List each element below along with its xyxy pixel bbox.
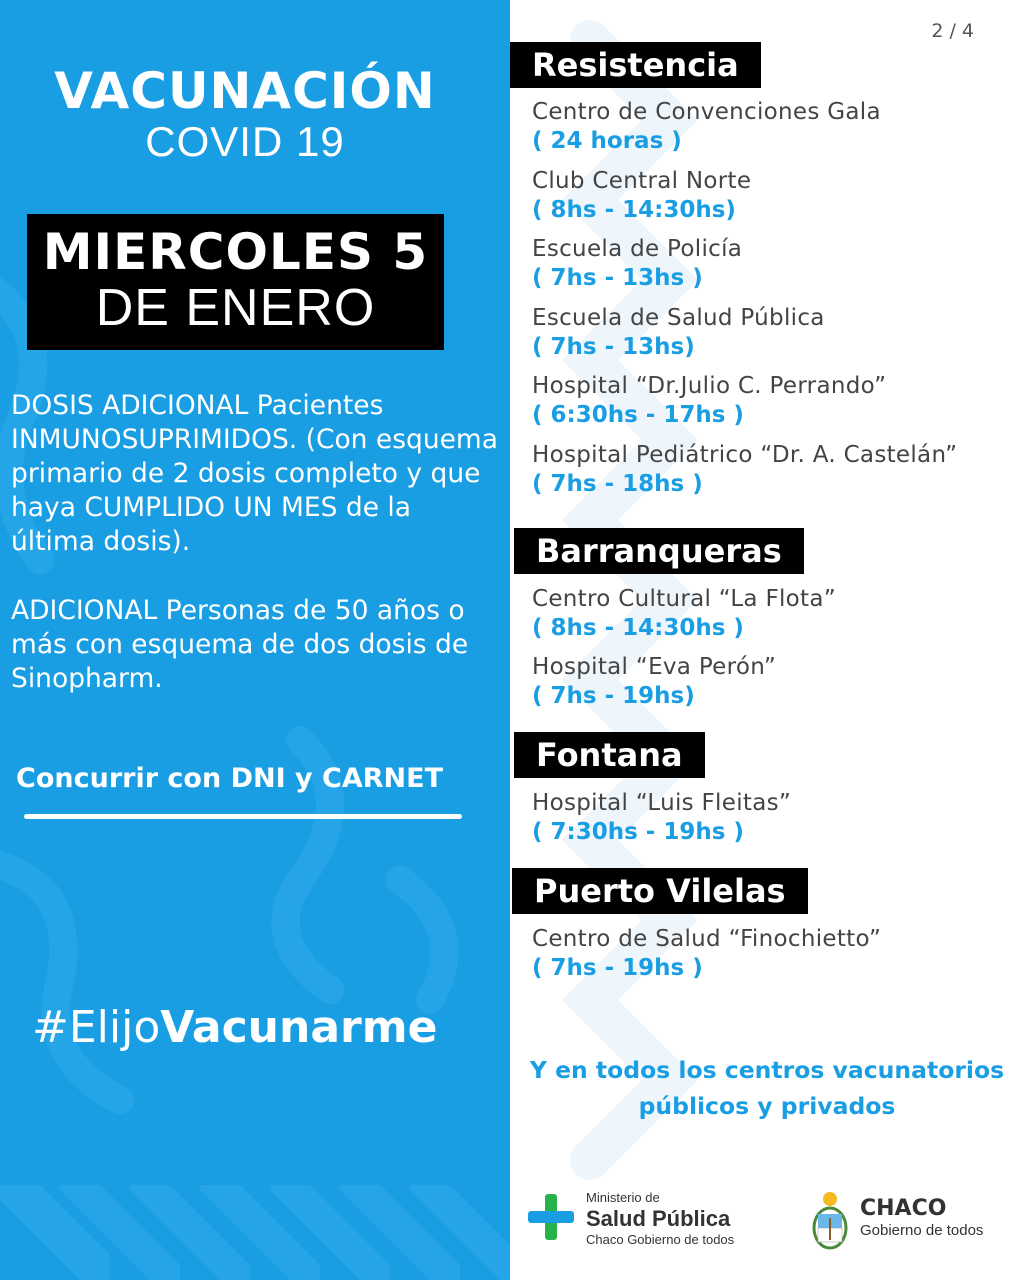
chaco-line-2: Gobierno de todos — [860, 1222, 984, 1239]
list-item — [532, 441, 1012, 499]
center-name: Hospital “Eva Perón” — [532, 654, 777, 680]
campaign-hashtag — [32, 1002, 437, 1053]
center-name: Escuela de Policía — [532, 236, 743, 262]
other-centers-note — [510, 1052, 1024, 1124]
city-header-puerto-vilelas: Puerto Vilelas — [512, 868, 808, 914]
center-name: Centro de Salud “Finochietto” — [532, 926, 882, 952]
left-panel — [0, 0, 510, 1280]
province-seal-icon — [808, 1190, 852, 1252]
chaco-line-1: CHACO — [860, 1196, 947, 1221]
center-hours: ( 24 horas ) — [532, 128, 682, 154]
campaign-subtitle: COVID 19 — [145, 118, 345, 165]
center-name: Hospital “Luis Fleitas” — [532, 790, 792, 816]
date-banner — [27, 214, 444, 350]
list-item — [532, 372, 1012, 430]
center-hours: ( 6:30hs - 17hs ) — [532, 402, 744, 428]
center-hours: ( 8hs - 14:30hs ) — [532, 615, 744, 641]
city-header-barranqueras: Barranqueras — [514, 528, 804, 574]
center-hours: ( 7hs - 13hs ) — [532, 265, 703, 291]
list-item — [532, 304, 1012, 362]
ministerio-line-3: Chaco Gobierno de todos — [586, 1232, 735, 1247]
right-panel — [510, 0, 1024, 1280]
list-item — [532, 925, 1012, 983]
list-item — [532, 235, 1012, 293]
city-header-fontana: Fontana — [514, 732, 705, 778]
divider — [24, 814, 462, 819]
center-hours: ( 7hs - 19hs ) — [532, 955, 703, 981]
additional-dose-info: DOSIS ADICIONAL Pacientes INMUNOSUPRIMIDOS. (Con esquema primario de 2 dosis completo y que haya CUMPLIDO UN MES de la última dosis). — [11, 390, 498, 557]
hashtag-prefix: #Elijo — [32, 1002, 161, 1053]
date-month: DE ENERO — [95, 279, 376, 337]
list-item — [532, 98, 1012, 156]
date-day: MIERCOLES 5 — [42, 223, 429, 281]
health-cross-icon — [528, 1194, 574, 1240]
chaco-logo — [808, 1188, 1018, 1258]
campaign-title: VACUNACIÓN — [54, 62, 436, 120]
center-name: Escuela de Salud Pública — [532, 305, 825, 331]
center-hours: ( 7hs - 13hs) — [532, 334, 695, 360]
center-name: Centro de Convenciones Gala — [532, 99, 881, 125]
list-item — [532, 167, 1012, 225]
ministerio-line-1: Ministerio de — [586, 1190, 660, 1205]
footer-line-2: públicos y privados — [638, 1092, 896, 1120]
ministerio-logo — [528, 1190, 788, 1256]
center-name: Centro Cultural “La Flota” — [532, 586, 836, 612]
center-hours: ( 7:30hs - 19hs ) — [532, 819, 744, 845]
list-item — [532, 789, 1012, 847]
center-hours: ( 7hs - 18hs ) — [532, 471, 703, 497]
center-hours: ( 7hs - 19hs) — [532, 683, 695, 709]
list-item — [532, 585, 1012, 643]
center-name: Club Central Norte — [532, 168, 752, 194]
hashtag-bold: Vacunarme — [160, 1002, 438, 1053]
footer-line-1: Y en todos los centros vacunatorios — [529, 1056, 1005, 1084]
ministerio-line-2: Salud Pública — [586, 1206, 731, 1231]
center-hours: ( 8hs - 14:30hs) — [532, 197, 736, 223]
list-item — [532, 653, 1012, 711]
center-name: Hospital “Dr.Julio C. Perrando” — [532, 373, 887, 399]
page-indicator: 2 / 4 — [931, 20, 974, 42]
center-name: Hospital Pediátrico “Dr. A. Castelán” — [532, 442, 958, 468]
requirement-note: Concurrir con DNI y CARNET — [16, 763, 444, 794]
additional-age-info: ADICIONAL Personas de 50 años o más con esquema de dos dosis de Sinopharm. — [11, 595, 469, 694]
city-header-resistencia: Resistencia — [510, 42, 761, 88]
